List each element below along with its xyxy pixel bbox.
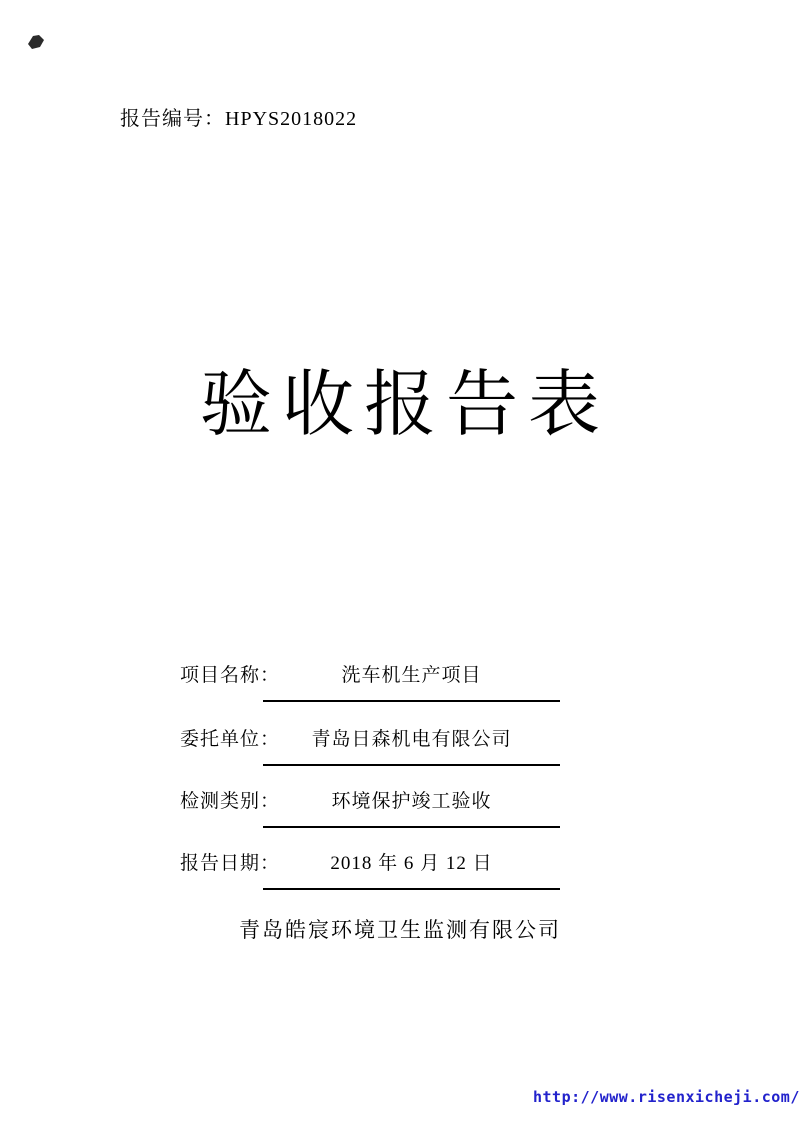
field-underline [263, 700, 560, 702]
field-underline [263, 826, 560, 828]
field-row-test-category [0, 786, 800, 834]
scan-ink-mark [26, 34, 46, 50]
field-row-report-date [0, 848, 800, 896]
client-unit-value: 青岛日森机电有限公司 [311, 729, 512, 750]
report-date-label: 报告日期： [180, 853, 281, 874]
field-row-client-unit [0, 724, 800, 772]
project-name-value: 洗车机生产项目 [341, 665, 482, 686]
field-underline [263, 764, 560, 766]
report-date-value: 2018 年 6 月 12 日 [330, 853, 493, 874]
test-category-value: 环境保护竣工验收 [331, 791, 492, 812]
test-category-label: 检测类别： [180, 791, 281, 812]
field-underline [263, 888, 560, 890]
company-name: 青岛皓宸环境卫生监测有限公司 [239, 918, 561, 942]
page-title: 验收报告表 [199, 365, 610, 445]
report-number: 报告编号：HPYS2018022 [120, 108, 358, 130]
project-name-label: 项目名称： [180, 665, 281, 686]
website-url-link[interactable]: http://www.risenxicheji.com/ [533, 1088, 800, 1106]
field-row-project-name [0, 660, 800, 708]
client-unit-label: 委托单位： [180, 729, 281, 750]
